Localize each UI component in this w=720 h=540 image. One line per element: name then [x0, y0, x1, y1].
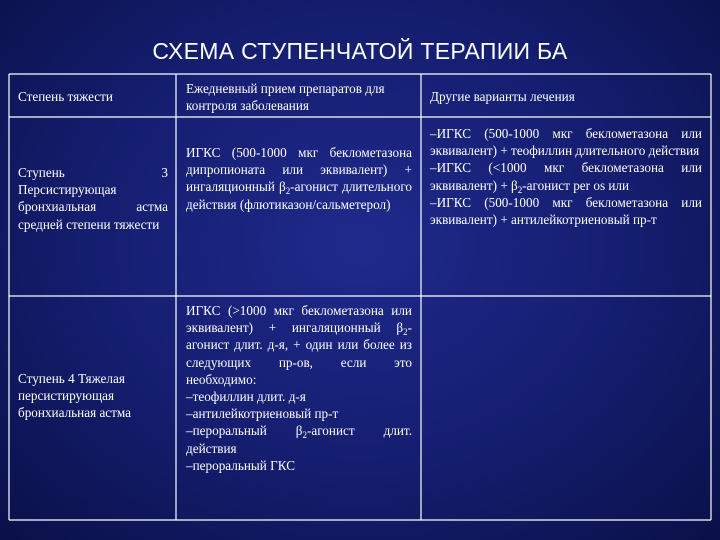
slide-title: СХЕМА СТУПЕНЧАТОЙ ТЕРАПИИ БА [152, 38, 568, 64]
header-other-options: Другие варианты лечения [430, 89, 575, 104]
daily-part-5: –пероральный ГКС [186, 457, 296, 473]
daily-part-4: –пероральный $\beta_2$-агонист длит. действия [186, 423, 412, 456]
daily-part-3: –антилейкотриеновый пр-т [186, 406, 339, 422]
other-option-3: –ИГКС (500-1000 мкг беклометазона или эквивалент) + антилейкотриеновый пр-т [430, 194, 702, 228]
other-option-2: –ИГКС (<1000 мкг беклометазона или эквивалент) + $\beta_2$-агонист per os или [430, 160, 702, 195]
daily-part-2: –теофиллин длит. д-я [186, 389, 306, 405]
row-step3-daily: ИГКС (500-1000 мкг беклометазона дипропионата или эквивалент) + ингаляционный $\beta_2$-агонист длительного действия (флютиказон/сальметерол) [186, 145, 412, 212]
header-severity: Степень тяжести [18, 89, 113, 104]
row-step4-severity: Ступень 4 Тяжелая персистирующая бронхиальная астма [18, 371, 132, 421]
other-option-1: –ИГКС (500-1000 мкг беклометазона или эквивалент) + теофиллин длительного действия [430, 126, 702, 159]
row-step4-daily [186, 302, 412, 474]
header-daily-treatment: Ежедневный прием препаратов для контроля заболевания [186, 81, 385, 114]
daily-part-1: ИГКС (>1000 мкг беклометазона или эквивалент) + ингаляционный $\beta_2$-агонист длит. д-я, + один или более из следующих пр-ов, если это необходимо: [186, 303, 412, 387]
row-step3-other [430, 125, 702, 228]
row-step3-severity: Ступень 3 Персистирующая бронхиальная астма средней степени тяжести [18, 165, 168, 232]
